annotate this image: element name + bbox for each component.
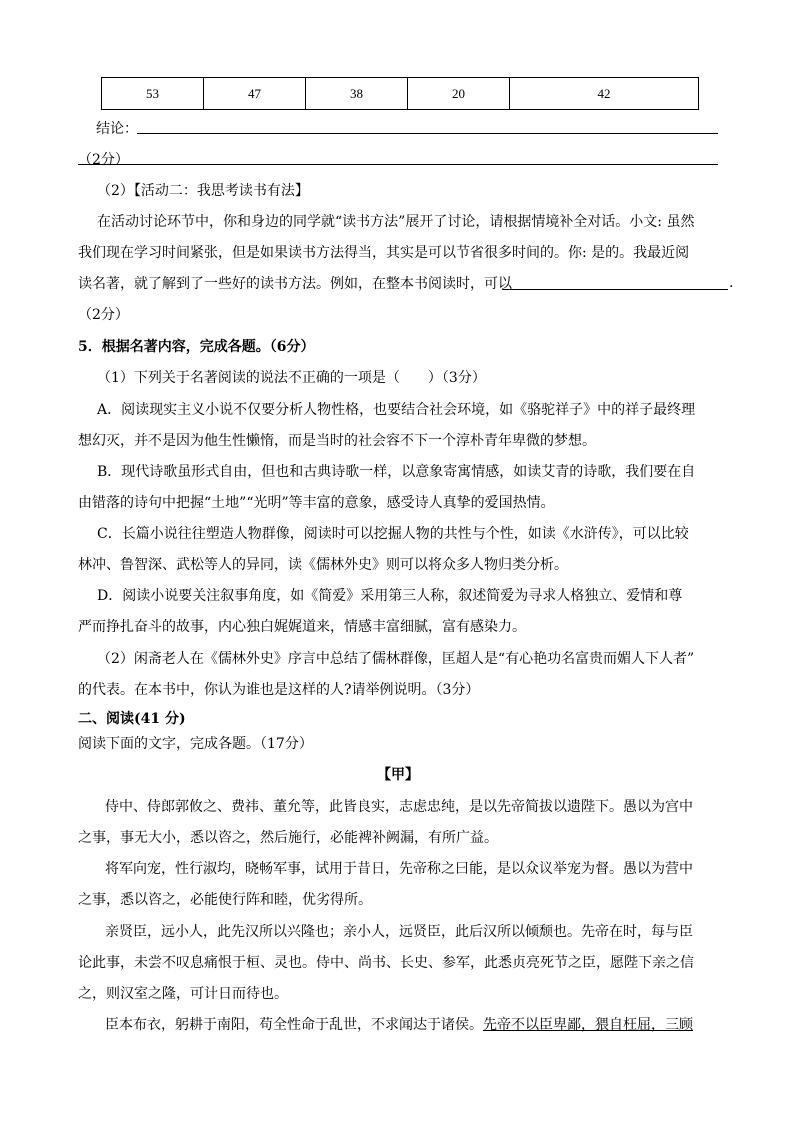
option-b: B．现代诗歌虽形式自由，但也和古典诗歌一样，以意象寄寓情感，如读艾青的诗歌，我们要在自 <box>97 464 696 480</box>
option-c: C．长篇小说往往塑造人物群像，阅读时可以挖掘人物的共性与个性，如读《水浒传》，可以比较 <box>97 526 689 542</box>
conclusion-label: 结论： <box>96 121 138 137</box>
option-d: D．阅读小说要关注叙事角度，如《简爱》采用第三人称，叙述简爱为寻求人格独立、爱情和尊 <box>97 588 683 604</box>
answer-blank-line[interactable] <box>502 289 728 290</box>
passage-line: 将军向宠，性行淑均，晓畅军事，试用于昔日，先帝称之曰能，是以众议举宠为督。愚以为营中 <box>105 861 693 877</box>
option-d-cont: 严而挣扎奋斗的故事，内心独白娓娓道来，情感丰富细腻，富有感染力。 <box>78 619 526 635</box>
passage-line: 亲贤臣，远小人，此先汉所以兴隆也；亲小人，远贤臣，此后汉所以倾颓也。先帝在时，每与臣 <box>105 924 693 940</box>
table-cell: 38 <box>306 78 408 110</box>
option-a-cont: 想幻灭，并不是因为他生性懒惰，而是当时的社会容不下一个淳朴青年卑微的梦想。 <box>78 433 596 449</box>
score-table <box>101 77 699 110</box>
table-cell: 53 <box>102 78 204 110</box>
passage-line: 之事，事无大小，悉以咨之，然后施行，必能裨补阙漏，有所广益。 <box>78 830 498 846</box>
passage-label: 【甲】 <box>377 767 419 783</box>
section-intro: 阅读下面的文字，完成各题。（17分） <box>78 736 313 752</box>
passage-line <box>105 1014 745 1034</box>
section-heading: 二、阅读(41 分) <box>78 711 186 727</box>
table-cell: 42 <box>510 78 699 110</box>
passage-line: 之，则汉室之隆，可计日而待也。 <box>78 986 288 1002</box>
answer-blank-line[interactable] <box>78 164 718 165</box>
passage-line: 论此事，未尝不叹息痛恨于桓、灵也。侍中、尚书、长史、参军，此悉贞亮死节之臣，愿陛下亲之信 <box>78 955 694 971</box>
option-c-cont: 林冲、鲁智深、武松等人的异同，读《儒林外史》则可以将众多人物归类分析。 <box>78 557 568 573</box>
paragraph-line: 在活动讨论环节中，你和身边的同学就“读书方法”展开了讨论，请根据情境补全对话。小文: 虽然 <box>97 214 695 230</box>
passage-text: 臣本布衣，躬耕于南阳，苟全性命于乱世，不求闻达于诸侯。 <box>105 1017 483 1033</box>
underlined-sentence: 先帝不以臣卑鄙，猥自枉屈，三顾 <box>483 1017 693 1033</box>
score-note: （2分） <box>78 307 129 323</box>
option-b-cont: 由错落的诗句中把握“土地”“光明”等丰富的意象，感受诗人真挚的爱国热情。 <box>78 495 555 511</box>
sub-question-cont: 的代表。在本书中，你认为谁也是这样的人?请举例说明。（3分） <box>78 682 480 698</box>
table-cell: 20 <box>408 78 510 110</box>
sub-question: （1）下列关于名著阅读的说法不正确的一项是（ ）（3分） <box>97 370 486 386</box>
score-note: （2分） <box>78 152 129 168</box>
table-cell: 47 <box>204 78 306 110</box>
question-title: 5．根据名著内容，完成各题。（6分） <box>78 339 315 355</box>
paragraph-line: 读名著，就了解到了一些好的读书方法。例如，在整本书阅读时，可以 <box>78 276 512 292</box>
sub-question: （2）闲斋老人在《儒林外史》序言中总结了儒林群像，匡超人是“有心艳功名富贵而媚人下人者” <box>97 651 695 667</box>
option-a: A．阅读现实主义小说不仅要分析人物性格，也要结合社会环境，如《骆驼祥子》中的祥子最终理 <box>97 402 696 418</box>
paragraph-line: 我们现在学习时间紧张，但是如果读书方法得当，其实是可以节省很多时间的。你: 是的。我最近阅 <box>78 245 690 261</box>
passage-line: 侍中、侍郎郭攸之、费祎、董允等，此皆良实，志虑忠纯，是以先帝简拔以遗陛下。愚以为宫中 <box>105 799 693 815</box>
table-row <box>102 78 699 110</box>
passage-line: 之事，悉以咨之，必能使行阵和睦，优劣得所。 <box>78 892 372 908</box>
answer-blank-line[interactable] <box>137 133 718 134</box>
period-mark: . <box>729 275 734 291</box>
activity-heading: （2）【活动二：我思考读书有法】 <box>97 183 309 199</box>
